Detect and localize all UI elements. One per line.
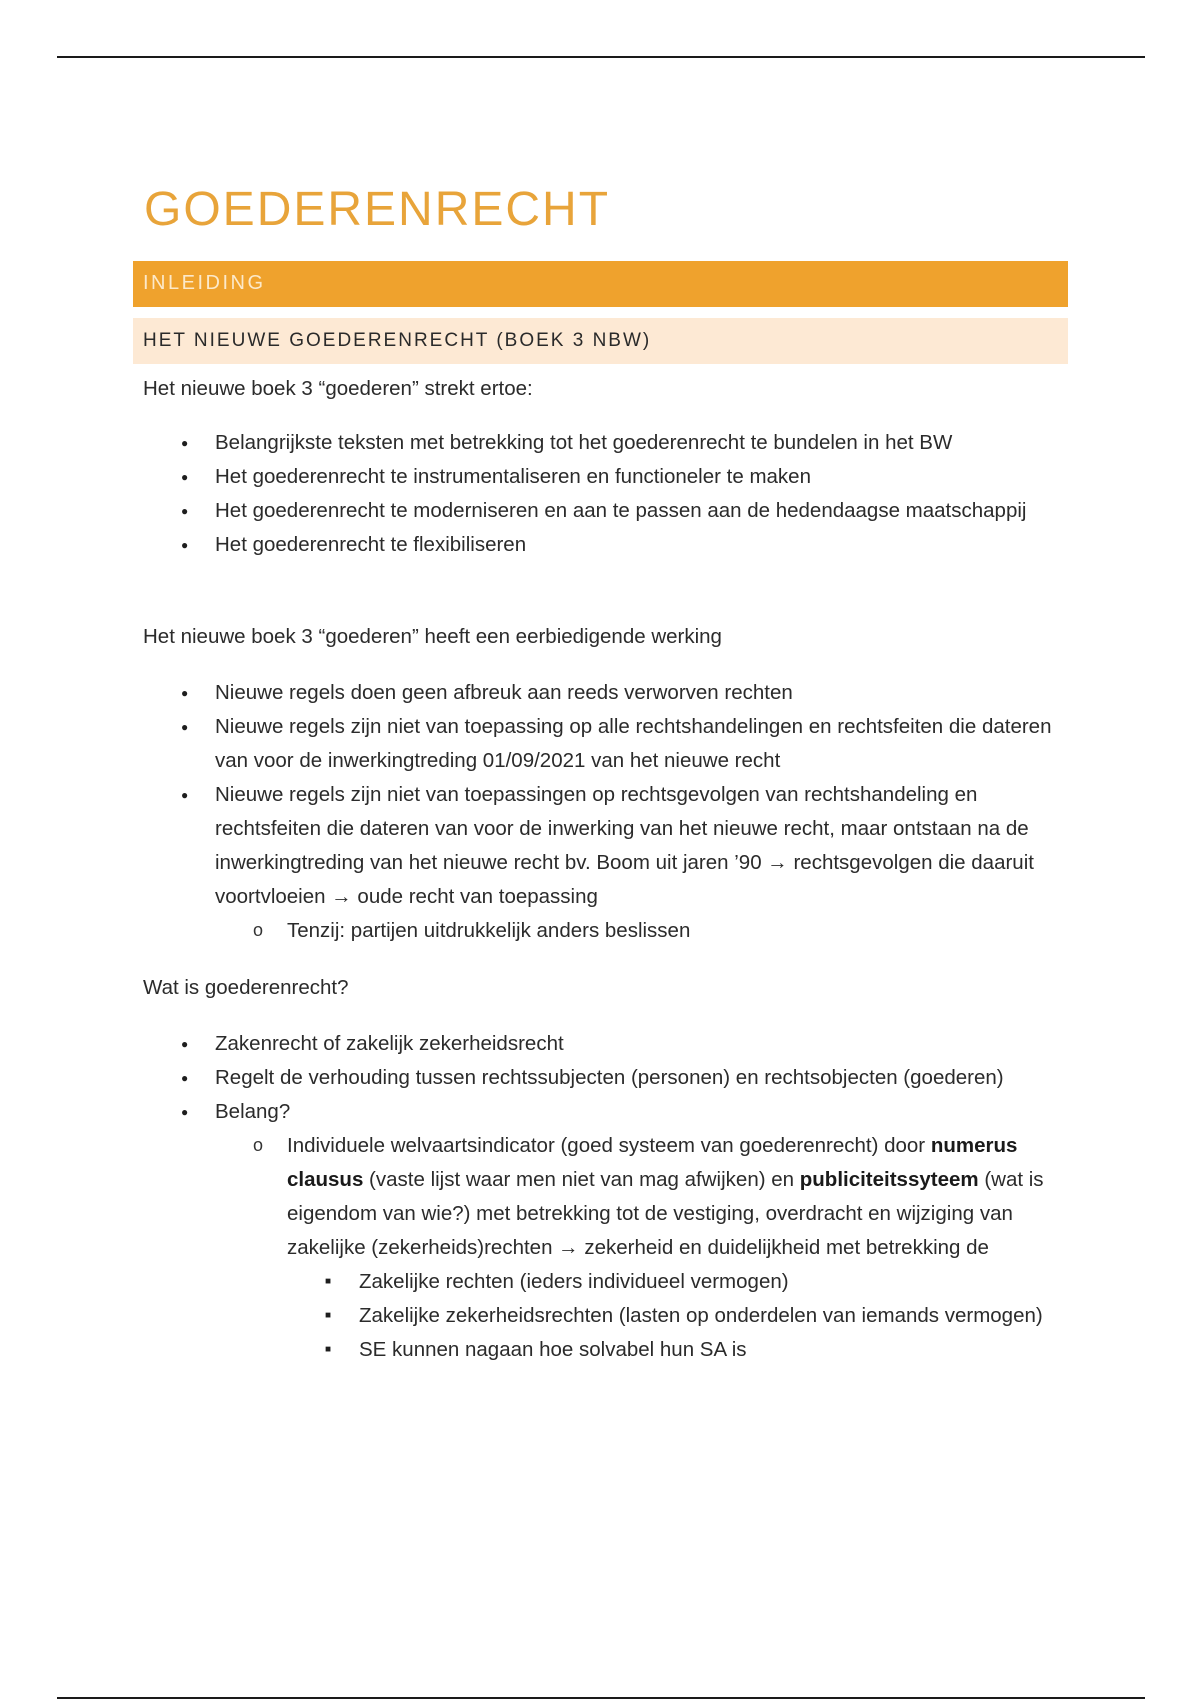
sub-sublist-item: ■ Zakelijke rechten (ieders individueel vermogen)	[287, 1265, 1058, 1299]
list-item: ● Het goederenrecht te moderniseren en aan te passen aan de hedendaagse maatschappij	[143, 494, 1058, 528]
text-run: (vaste lijst waar men niet van mag afwijken) en	[363, 1168, 800, 1191]
sublist-item: o Tenzij: partijen uitdrukkelijk anders beslissen	[215, 914, 1058, 948]
list-item: ● Regelt de verhouding tussen rechtssubjecten (personen) en rechtsobjecten (goederen)	[143, 1061, 1058, 1095]
sublist	[215, 1129, 1058, 1367]
footer-rule	[57, 1697, 1145, 1699]
sub-sublist-item: ■ SE kunnen nagaan hoe solvabel hun SA is	[287, 1333, 1058, 1367]
bold-term-publiciteitssyteem: publiciteitssyteem	[799, 1168, 979, 1191]
list-wat-is-goederenrecht	[143, 1027, 1058, 1367]
paragraph-intro1: Het nieuwe boek 3 “goederen” strekt ertoe:	[143, 377, 533, 400]
list-item: ● Nieuwe regels doen geen afbreuk aan reeds verworven rechten	[143, 676, 1058, 710]
sub-sublist-item: ■ Zakelijke zekerheidsrechten (lasten op onderdelen van iemands vermogen)	[287, 1299, 1058, 1333]
sublist	[215, 914, 1058, 948]
list-eerbiedigende-werking	[143, 676, 1058, 948]
list-item: ● Belangrijkste teksten met betrekking tot het goederenrecht te bundelen in het BW	[143, 426, 1058, 460]
heading-nieuwe-goederenrecht: HET NIEUWE GOEDERENRECHT (BOEK 3 NBW)	[133, 318, 1068, 364]
bold-term-numerus-clausus: numerus clausus	[287, 1134, 1018, 1191]
sub-sublist	[287, 1265, 1058, 1367]
list-item-text: Nieuwe regels zijn niet van toepassingen op rechtsgevolgen van rechtshandeling en rechtsfeiten die dateren van voor de inwerking van het nieuwe recht, maar ontstaan na de inwerkingtreding van het nieuwe recht bv. Boom uit jaren ’90 → rechtsgevolgen die daaruit voortvloeien → oude recht van toepassing	[215, 783, 1034, 908]
list-doelstellingen	[143, 426, 1058, 562]
header-rule	[57, 56, 1145, 58]
list-item	[143, 1095, 1058, 1367]
text-run: Individuele welvaartsindicator (goed systeem van goederenrecht) door	[287, 1134, 931, 1157]
list-item: ● Het goederenrecht te instrumentaliseren en functioneler te maken	[143, 460, 1058, 494]
list-item: ● Nieuwe regels zijn niet van toepassing op alle rechtshandelingen en rechtsfeiten die dateren van voor de inwerkingtreding 01/09/2021 van het nieuwe recht	[143, 710, 1058, 778]
list-item: ● Zakenrecht of zakelijk zekerheidsrecht	[143, 1027, 1058, 1061]
list-item-text: Belang?	[215, 1100, 291, 1123]
heading-inleiding: INLEIDING	[133, 261, 1068, 307]
list-item: ● Het goederenrecht te flexibiliseren	[143, 528, 1058, 562]
paragraph-intro3: Wat is goederenrecht?	[143, 976, 349, 999]
text-run: (wat is eigendom van wie?) met betrekking tot de vestiging, overdracht en wijziging van zakelijke (zekerheids)rechten → zekerheid en duidelijkheid met betrekking de	[287, 1168, 1044, 1259]
document-title: GOEDERENRECHT	[144, 183, 611, 236]
paragraph-intro2: Het nieuwe boek 3 “goederen” heeft een eerbiedigende werking	[143, 625, 722, 648]
list-item	[143, 778, 1058, 948]
sublist-item-belang	[215, 1129, 1058, 1367]
